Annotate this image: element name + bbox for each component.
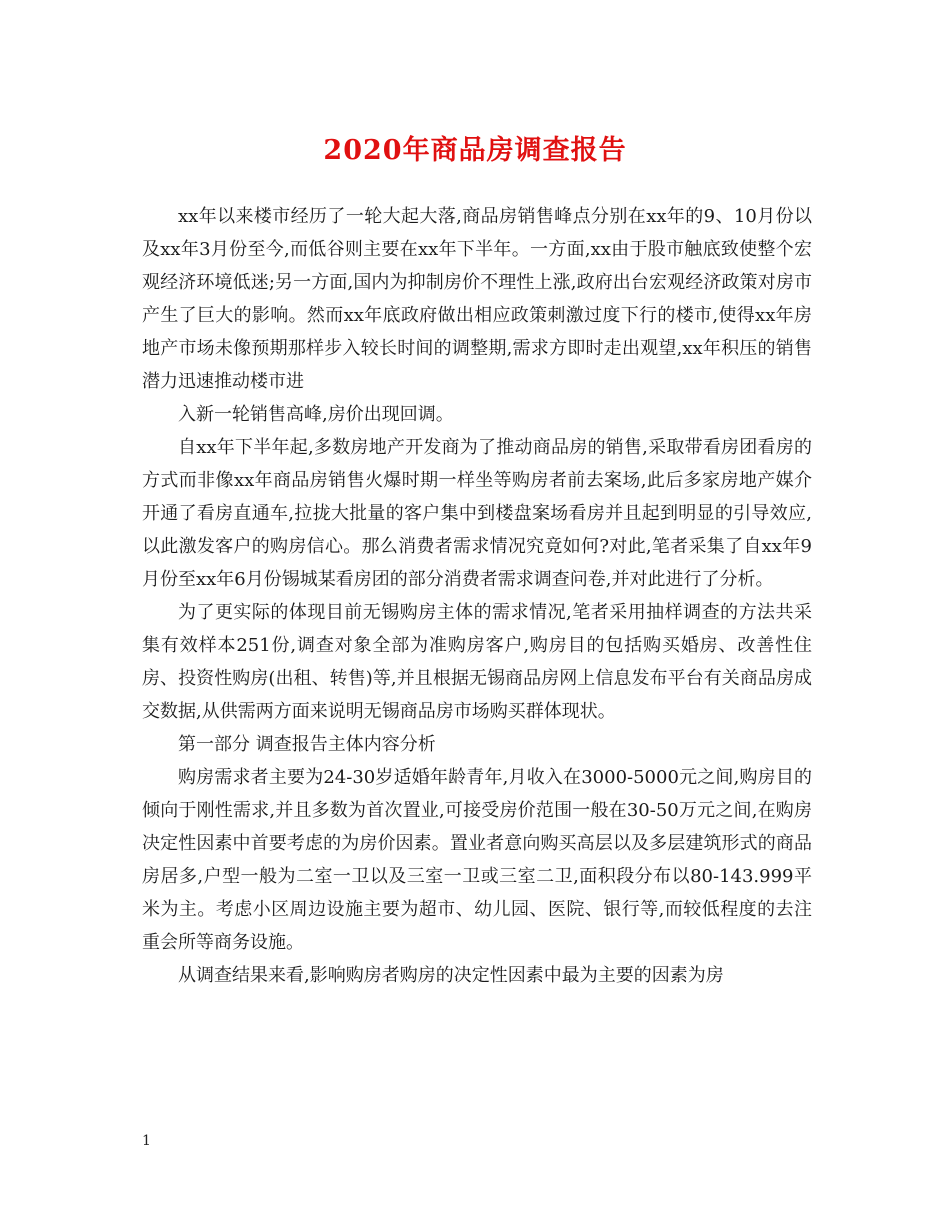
document-body: [142, 200, 812, 992]
page-number: 1: [142, 1133, 151, 1149]
paragraph-1: xx年以来楼市经历了一轮大起大落,商品房销售峰点分别在xx年的9、10月份以及xx年3月份至今,而低谷则主要在xx年下半年。一方面,xx由于股市触底致使整个宏观经济环境低迷;另一方面,国内为抑制房价不理性上涨,政府出台宏观经济政策对房市产生了巨大的影响。然而xx年底政府做出相应政策刺激过度下行的楼市,使得xx年房地产市场未像预期那样步入较长时间的调整期,需求方即时走出观望,xx年积压的销售潜力迅速推动楼市进: [142, 206, 812, 392]
paragraph-2: 入新一轮销售高峰,房价出现回调。: [178, 404, 454, 425]
paragraph-4: 为了更实际的体现目前无锡购房主体的需求情况,笔者采用抽样调查的方法共采集有效样本251份,调查对象全部为准购房客户,购房目的包括购买婚房、改善性住房、投资性购房(出租、转售)等,并且根据无锡商品房网上信息发布平台有关商品房成交数据,从供需两方面来说明无锡商品房市场购买群体现状。: [142, 602, 812, 722]
document-title: 2020年商品房调查报告: [323, 135, 627, 166]
section-heading: 第一部分 调查报告主体内容分析: [178, 734, 436, 755]
paragraph-5: 购房需求者主要为24-30岁适婚年龄青年,月收入在3000-5000元之间,购房目的倾向于刚性需求,并且多数为首次置业,可接受房价范围一般在30-50万元之间,在购房决定性因素中首要考虑的为房价因素。置业者意向购买高层以及多层建筑形式的商品房居多,户型一般为二室一卫以及三室一卫或三室二卫,面积段分布以80-143.999平米为主。考虑小区周边设施主要为超市、幼儿园、医院、银行等,而较低程度的去注重会所等商务设施。: [142, 767, 812, 953]
paragraph-3: 自xx年下半年起,多数房地产开发商为了推动商品房的销售,采取带看房团看房的方式而非像xx年商品房销售火爆时期一样坐等购房者前去案场,此后多家房地产媒介开通了看房直通车,拉拢大批量的客户集中到楼盘案场看房并且起到明显的引导效应,以此激发客户的购房信心。那么消费者需求情况究竟如何?对此,笔者采集了自xx年9月份至xx年6月份锡城某看房团的部分消费者需求调查问卷,并对此进行了分析。: [142, 437, 812, 590]
paragraph-6: 从调查结果来看,影响购房者购房的决定性因素中最为主要的因素为房: [178, 965, 724, 986]
